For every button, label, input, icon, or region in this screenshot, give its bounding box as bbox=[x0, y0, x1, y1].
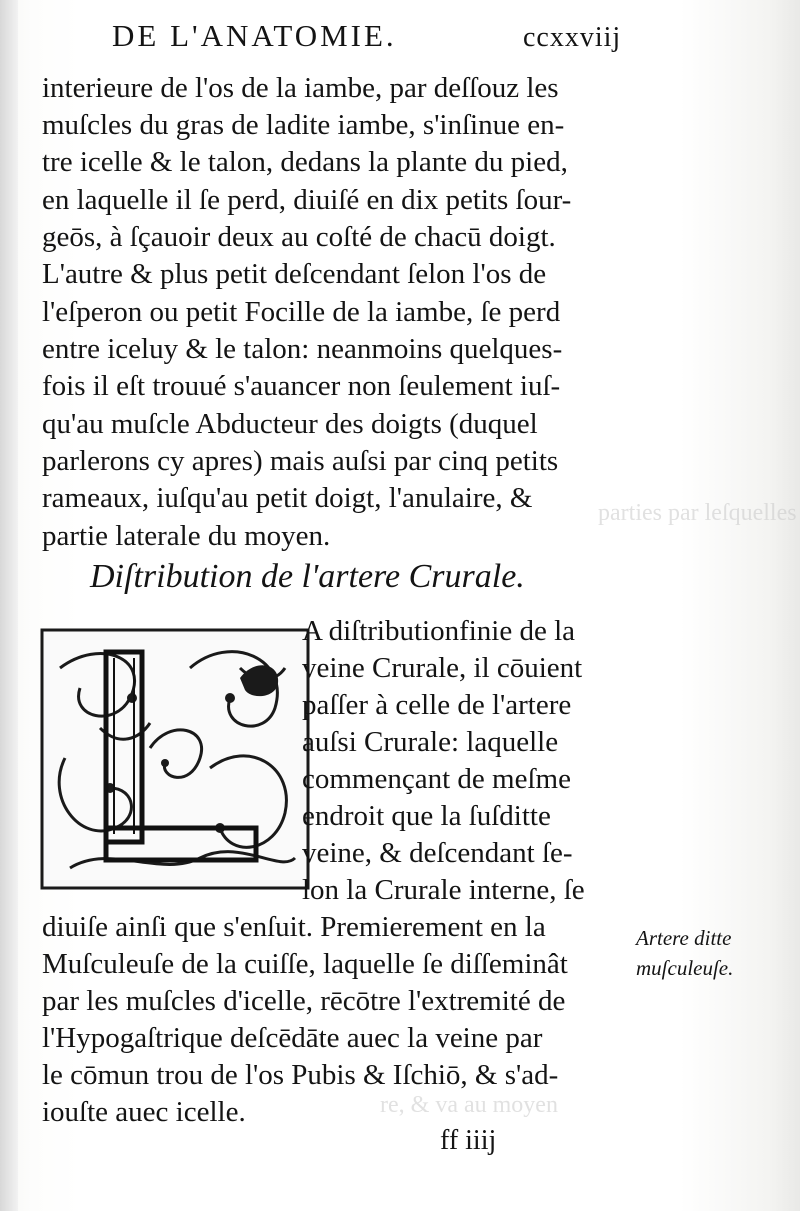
show-through-text: parties par leſquelles bbox=[598, 500, 797, 526]
show-through-text: re, & va au moyen bbox=[380, 1092, 558, 1118]
body-line: paſſer à celle de l'artere bbox=[302, 689, 572, 721]
body-line: fois il eſt trouué s'auancer non ſeulement iuſ- bbox=[42, 370, 561, 402]
ornamental-initial-l-icon bbox=[40, 628, 310, 890]
body-line: commençant de meſme bbox=[302, 763, 571, 795]
signature-mark: ff iiij bbox=[440, 1125, 497, 1156]
body-line: interieure de l'os de la iambe, par deſſouz les bbox=[42, 72, 559, 104]
running-head: DE L'ANATOMIE. bbox=[112, 18, 397, 53]
body-line: parlerons cy apres) mais auſsi par cinq petits bbox=[42, 445, 559, 477]
body-line: en laquelle il ſe perd, diuiſé en dix petits ſour- bbox=[42, 184, 572, 216]
body-line: veine Crurale, il cōuient bbox=[302, 652, 583, 684]
body-line: A diſtributionfinie de la bbox=[302, 615, 576, 647]
section-heading: Diſtribution de l'artere Crurale. bbox=[90, 558, 525, 595]
margin-note-line: Artere ditte bbox=[636, 926, 732, 950]
body-line: auſsi Crurale: laquelle bbox=[302, 726, 559, 758]
body-line: endroit que la ſuſditte bbox=[302, 800, 551, 832]
body-line: le cōmun trou de l'os Pubis & Iſchiō, & s'ad- bbox=[42, 1059, 559, 1091]
body-line: Muſculeuſe de la cuiſſe, laquelle ſe diſſeminât bbox=[42, 948, 568, 980]
body-line: geōs, à ſçauoir deux au coſté de chacū doigt. bbox=[42, 221, 556, 253]
margin-note-line: muſculeuſe. bbox=[636, 956, 734, 980]
body-line: veine, & deſcendant ſe- bbox=[302, 837, 573, 869]
folio-number: ccxxviij bbox=[523, 22, 622, 53]
body-line: iouſte auec icelle. bbox=[42, 1096, 246, 1128]
body-line: diuiſe ainſi que s'enſuit. Premierement en la bbox=[42, 911, 546, 943]
body-line: qu'au muſcle Abducteur des doigts (duquel bbox=[42, 408, 538, 440]
body-line: rameaux, iuſqu'au petit doigt, l'anulaire, & bbox=[42, 482, 533, 514]
decorated-initial bbox=[40, 628, 310, 890]
body-line: lon la Crurale interne, ſe bbox=[302, 874, 585, 906]
body-line: l'Hypogaſtrique deſcēdāte auec la veine par bbox=[42, 1022, 543, 1054]
body-line: entre iceluy & le talon: neanmoins quelques- bbox=[42, 333, 563, 365]
page-gutter-shadow bbox=[0, 0, 18, 1211]
body-line: l'eſperon ou petit Focille de la iambe, ſe perd bbox=[42, 296, 561, 328]
body-line: par les muſcles d'icelle, rēcōtre l'extremité de bbox=[42, 985, 566, 1017]
body-line: tre icelle & le talon, dedans la plante du pied, bbox=[42, 146, 568, 178]
body-line: partie laterale du moyen. bbox=[42, 520, 331, 552]
body-line: muſcles du gras de ladite iambe, s'inſinue en- bbox=[42, 109, 565, 141]
body-line: L'autre & plus petit deſcendant ſelon l'os de bbox=[42, 258, 547, 290]
